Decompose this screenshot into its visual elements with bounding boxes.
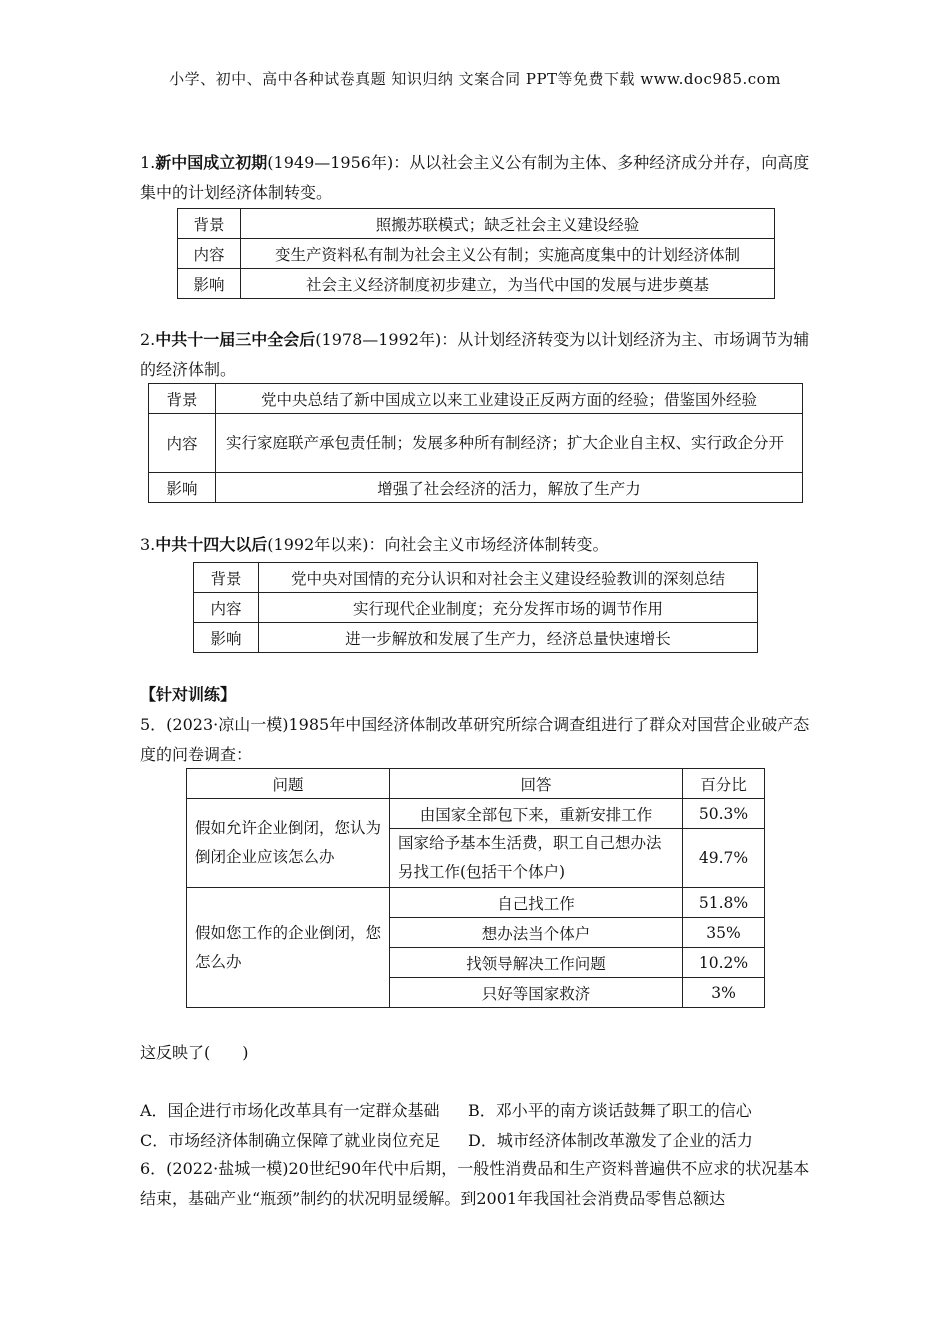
table-row: 假如允许企业倒闭，您认为倒闭企业应该怎么办 由国家全部包下来，重新安排工作 50.3%: [187, 799, 765, 829]
table-row: 影响 社会主义经济制度初步建立，为当代中国的发展与进步奠基: [178, 269, 775, 299]
survey-table: [186, 768, 765, 1008]
table-header-row: 问题 回答 百分比: [187, 769, 765, 799]
table-row: 内容 实行家庭联产承包责任制；发展多种所有制经济；扩大企业自主权、实行政企分开: [149, 414, 803, 473]
table-row: 想办法当个体户 35%: [187, 918, 765, 948]
section-1-table: [177, 208, 775, 299]
question-5-stem: 5．(2023·凉山一模)1985年中国经济体制改革研究所综合调查组进行了群众对国营企业破产态度的问卷调查：: [140, 715, 810, 764]
table-row: 只好等国家救济 3%: [187, 978, 765, 1008]
option-c[interactable]: C．市场经济体制确立保障了就业岗位充足: [140, 1131, 441, 1150]
section-3-intro: 3.中共十四大以后(1992年以来)：向社会主义市场经济体制转变。: [140, 535, 609, 554]
section-3-table: [193, 562, 758, 653]
section-2-intro: 2.中共十一届三中全会后(1978—1992年)：从计划经济转变为以计划经济为主、市场调节为辅的经济体制。: [140, 330, 810, 379]
option-b[interactable]: B．邓小平的南方谈话鼓舞了职工的信心: [468, 1101, 752, 1120]
table-row: 影响 进一步解放和发展了生产力，经济总量快速增长: [194, 623, 758, 653]
table-row: 国家给予基本生活费，职工自己想办法另找工作(包括干个体户) 49.7%: [187, 829, 765, 888]
table-row: 内容 变生产资料私有制为社会主义公有制；实施高度集中的计划经济体制: [178, 239, 775, 269]
training-heading: 【针对训练】: [140, 685, 237, 704]
option-a[interactable]: A．国企进行市场化改革具有一定群众基础: [140, 1101, 440, 1120]
table-row: 影响 增强了社会经济的活力，解放了生产力: [149, 473, 803, 503]
table-row: 背景 党中央总结了新中国成立以来工业建设正反两方面的经验；借鉴国外经验: [149, 384, 803, 414]
section-2-table: [148, 383, 803, 503]
page-header: 小学、初中、高中各种试卷真题 知识归纳 文案合同 PPT等免费下载 www.doc985.com: [169, 70, 781, 88]
section-1-intro: 1.新中国成立初期(1949—1956年)：从以社会主义公有制为主体、多种经济成分并存，向高度集中的计划经济体制转变。: [140, 153, 810, 202]
option-d[interactable]: D．城市经济体制改革激发了企业的活力: [468, 1131, 753, 1150]
question-6-stem: 6．(2022·盐城一模)20世纪90年代中后期，一般性消费品和生产资料普遍供不应求的状况基本结束，基础产业“瓶颈”制约的状况明显缓解。到2001年我国社会消费品零售总额达: [140, 1159, 810, 1208]
table-row: 假如您工作的企业倒闭，您怎么办 自己找工作 51.8%: [187, 888, 765, 918]
table-row: 背景 党中央对国情的充分认识和对社会主义建设经验教训的深刻总结: [194, 563, 758, 593]
table-row: 找领导解决工作问题 10.2%: [187, 948, 765, 978]
table-row: 背景 照搬苏联模式；缺乏社会主义建设经验: [178, 209, 775, 239]
table-row: 内容 实行现代企业制度；充分发挥市场的调节作用: [194, 593, 758, 623]
question-5-prompt: 这反映了( ): [140, 1043, 249, 1062]
